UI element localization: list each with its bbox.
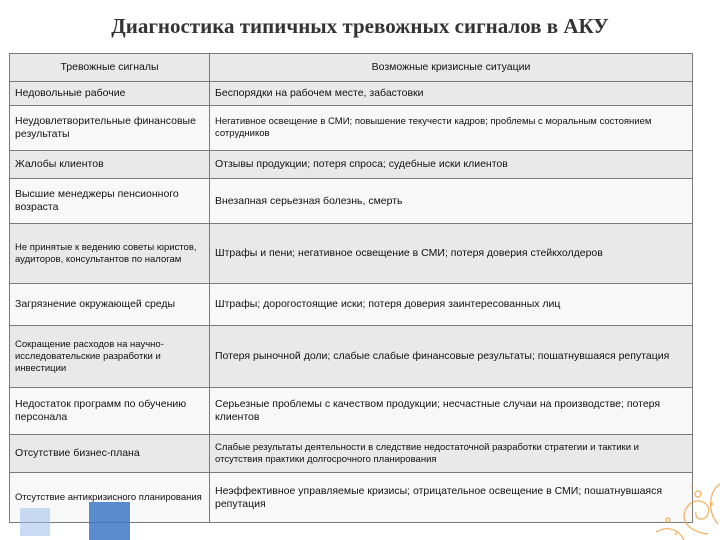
- column-header-signals: Тревожные сигналы: [10, 54, 210, 82]
- situation-cell: Штрафы и пени; негативное освещение в СМИ; потеря доверия стейкхолдеров: [210, 224, 693, 284]
- table-row: [10, 179, 693, 224]
- table-row: [10, 326, 693, 388]
- situation-cell: Беспорядки на рабочем месте, забастовки: [210, 82, 693, 106]
- slide-title: Диагностика типичных тревожных сигналов в АКУ: [111, 14, 609, 38]
- situation-cell: Слабые результаты деятельности в следствие недостаточной разработки стратегии и тактики и отсутствия практики долгосрочного планирования: [210, 435, 693, 473]
- table-row: [10, 435, 693, 473]
- signal-cell: Недовольные рабочие: [10, 82, 210, 106]
- table-row: [10, 224, 693, 284]
- decorative-swirl-icon: [648, 474, 720, 540]
- table-row: [10, 82, 693, 106]
- signal-cell: Сокращение расходов на научно-исследовательские разработки и инвестиции: [10, 326, 210, 388]
- signal-cell: Недостаток программ по обучению персонала: [10, 388, 210, 435]
- situation-cell: Штрафы; дорогостоящие иски; потеря доверия заинтересованных лиц: [210, 284, 693, 326]
- decorative-square-blue: [89, 502, 130, 540]
- signal-cell: Отсутствие антикризисного планирования: [10, 473, 210, 523]
- situation-cell: Внезапная серьезная болезнь, смерть: [210, 179, 693, 224]
- column-header-situations: Возможные кризисные ситуации: [210, 54, 693, 82]
- decorative-square-light: [20, 508, 50, 536]
- situation-cell: Негативное освещение в СМИ; повышение текучести кадров; проблемы с моральным состоянием сотрудников: [210, 106, 693, 151]
- table-row: [10, 284, 693, 326]
- table-header-row: [10, 54, 693, 82]
- signal-cell: Не принятые к ведению советы юристов, аудиторов, консультантов по налогам: [10, 224, 210, 284]
- situation-cell: Отзывы продукции; потеря спроса; судебные иски клиентов: [210, 151, 693, 179]
- signal-cell: Загрязнение окружающей среды: [10, 284, 210, 326]
- signal-cell: Отсутствие бизнес-плана: [10, 435, 210, 473]
- alarm-signals-table: [9, 53, 693, 523]
- table-row: [10, 106, 693, 151]
- situation-cell: Серьезные проблемы с качеством продукции; несчастные случаи на производстве; потеря клиентов: [210, 388, 693, 435]
- signal-cell: Неудовлетворительные финансовые результаты: [10, 106, 210, 151]
- situation-cell: Неэффективное управляемые кризисы; отрицательное освещение в СМИ; пошатнувшаяся репутация: [210, 473, 693, 523]
- table-row: [10, 151, 693, 179]
- signal-cell: Высшие менеджеры пенсионного возраста: [10, 179, 210, 224]
- situation-cell: Потеря рыночной доли; слабые слабые финансовые результаты; пошатнувшаяся репутация: [210, 326, 693, 388]
- signal-cell: Жалобы клиентов: [10, 151, 210, 179]
- table-row: [10, 388, 693, 435]
